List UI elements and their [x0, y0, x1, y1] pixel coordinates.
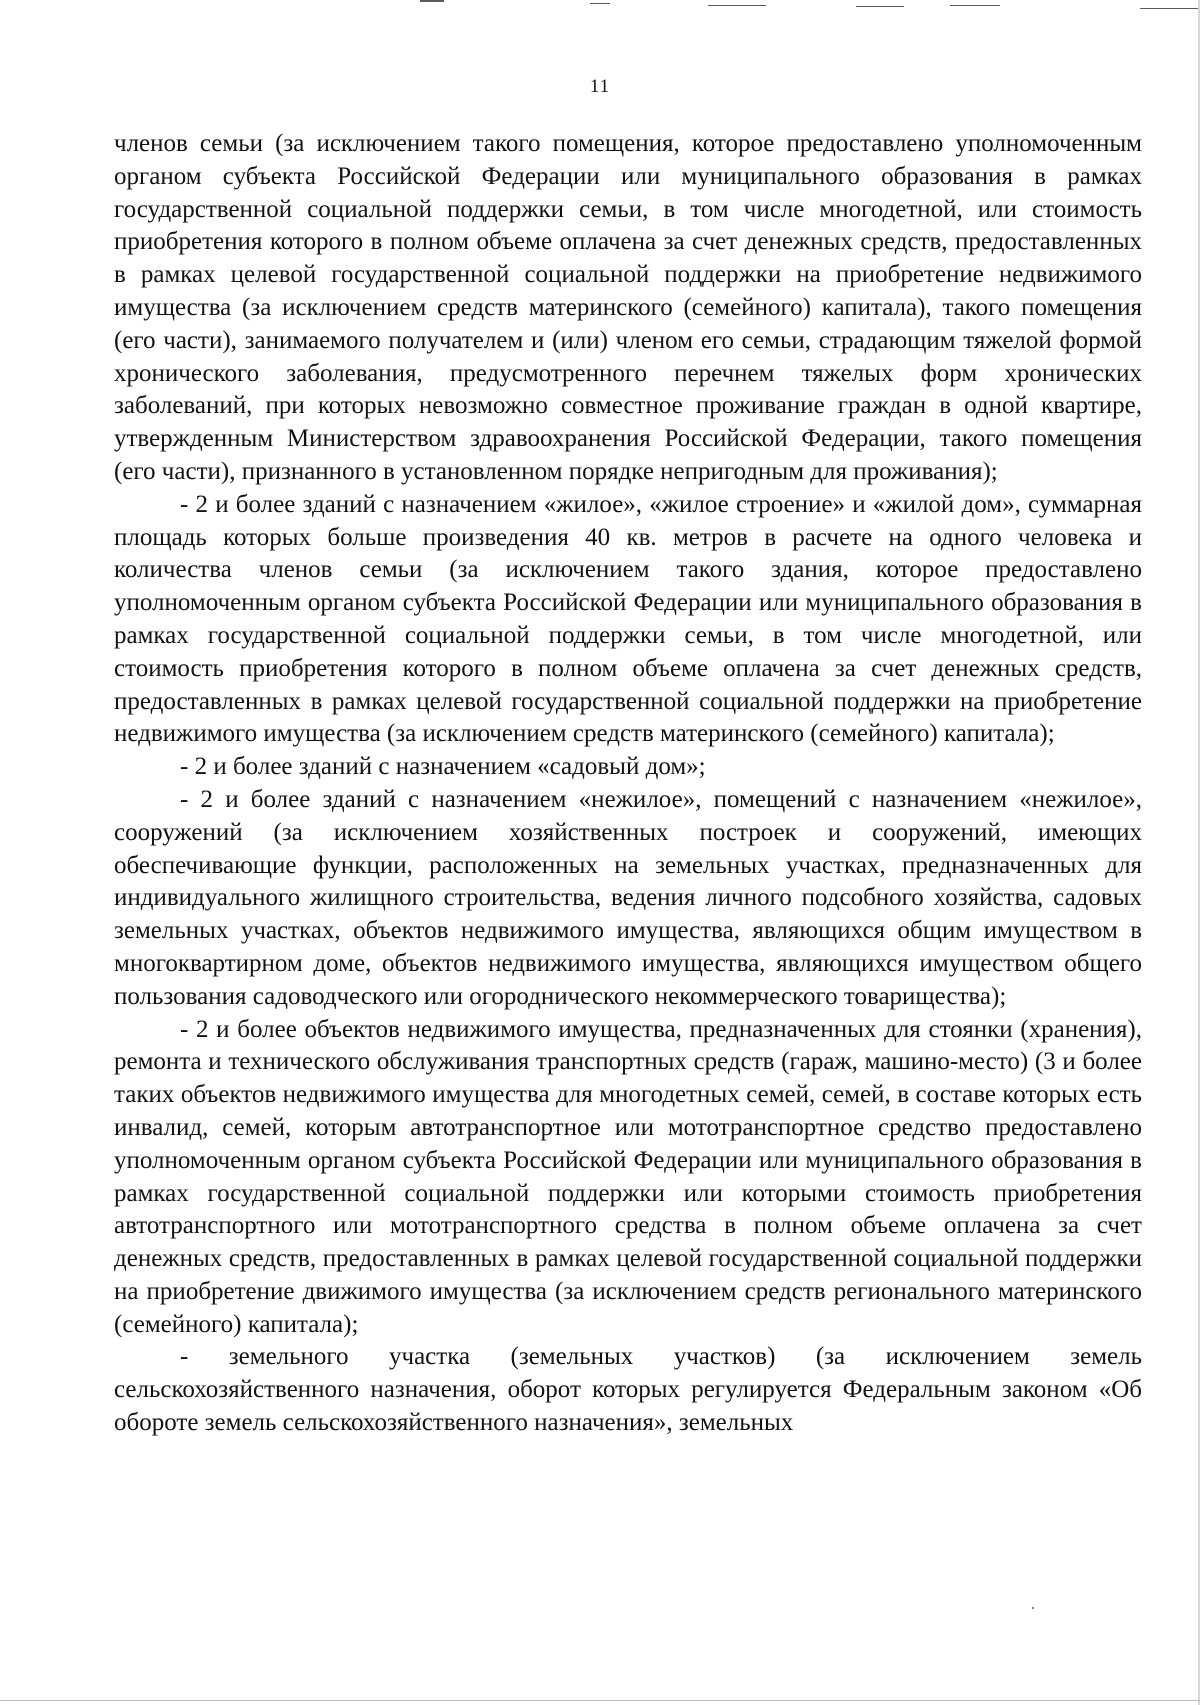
paragraph: - 2 и более зданий с назначением «жилое», «жилое строение» и «жилой дом», суммарная площадь которых больше произведения 40 кв. метров в расчете на одного человека и количества членов семьи (за исключением такого здания, которое предоставлено уполномоченным органом субъекта Российской Федерации или муниципального образования в рамках государственной социальной поддержки семьи, в том числе многодетной, или стоимость приобретения которого в полном объеме оплачена за счет денежных средств, предоставленных в рамках целевой государственной социальной поддержки на приобретение недвижимого имущества (за исключением средств материнского (семейного) капитала);: [114, 490, 1142, 748]
scan-artifact: [708, 5, 766, 6]
scan-artifact: [856, 6, 904, 7]
paragraph: - земельного участка (земельных участков) (за исключением земель сельскохозяйственного назначения, оборот которых регулируется Федеральным законом «Об обороте земель сельскохозяйственного назначения», земельных: [114, 1343, 1142, 1437]
paragraph: - 2 и более объектов недвижимого имущества, предназначенных для стоянки (хранения), ремонта и технического обслуживания транспортных средств (гараж, машино-место) (3 и более таких объектов недвижимого имущества для многодетных семей, семей, в составе которых есть инвалид, семей, которым автотранспортное или мототранспортное средство предоставлено уполномоченным органом субъекта Российской Федерации или муниципального образования в рамках государственной социальной поддержки или которыми стоимость приобретения автотранспортного или мототранспортного средства в полном объеме оплачена за счет денежных средств, предоставленных в рамках целевой государственной социальной поддержки на приобретение движимого имущества (за исключением средств регионального материнского (семейного) капитала);: [114, 1015, 1142, 1338]
paragraph: - 2 и более зданий с назначением «нежилое», помещений с назначением «нежилое», сооружений (за исключением хозяйственных построек и сооружений, имеющих обеспечивающие функции, расположенных на земельных участках, предназначенных для индивидуального жилищного строительства, ведения личного подсобного хозяйства, садовых земельных участках, объектов недвижимого имущества, являющихся общим имуществом в многоквартирном доме, объектов недвижимого имущества, являющихся имуществом общего пользования садоводческого или огороднического некоммерческого товарищества);: [114, 785, 1142, 1010]
scan-artifact: [590, 3, 610, 4]
scan-artifact: [950, 5, 1000, 6]
scan-speck: [1032, 1607, 1034, 1609]
scan-artifact: [1140, 8, 1200, 9]
document-body: [114, 128, 1142, 1440]
scan-edge: [0, 1700, 1200, 1701]
page-number: 11: [589, 76, 611, 97]
paragraph: членов семьи (за исключением такого помещения, которое предоставлено уполномоченным органом субъекта Российской Федерации или муниципального образования в рамках государственной социальной поддержки семьи, в том числе многодетной, или стоимость приобретения которого в полном объеме оплачена за счет денежных средств, предоставленных в рамках целевой государственной социальной поддержки на приобретение недвижимого имущества (за исключением средств материнского (семейного) капитала), такого помещения (его части), занимаемого получателем и (или) членом его семьи, страдающим тяжелой формой хронического заболевания, предусмотренного перечнем тяжелых форм хронических заболеваний, при которых невозможно совместное проживание граждан в одной квартире, утвержденным Министерством здравоохранения Российской Федерации, такого помещения (его части), признанного в установленном порядке непригодным для проживания);: [114, 130, 1142, 485]
paragraph: - 2 и более зданий с назначением «садовый дом»;: [180, 753, 706, 781]
scan-artifact: [420, 0, 444, 2]
